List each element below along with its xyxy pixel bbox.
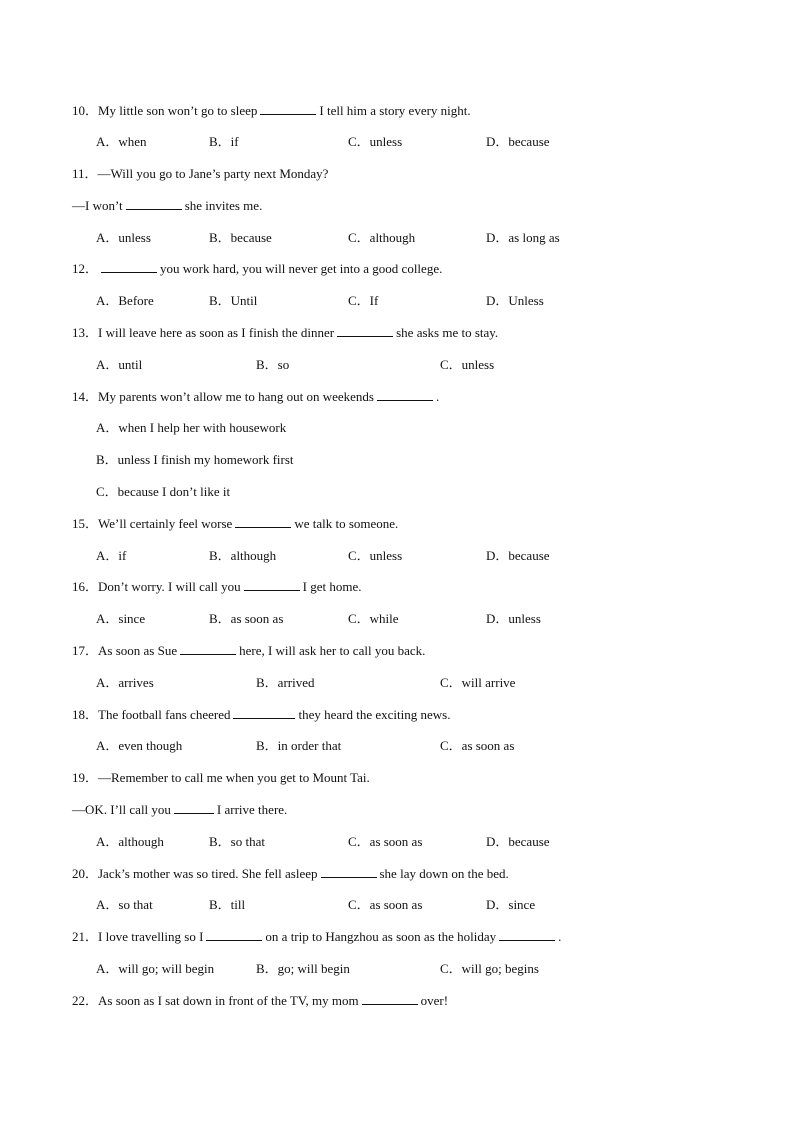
question-text: she invites me. [184, 198, 263, 213]
question-text: 20．Jack’s mother was so tired. She fell asleep [72, 866, 318, 881]
option-a: A．even though [96, 738, 183, 753]
question-text: I get home. [302, 579, 362, 594]
option-c: C．will go; begins [440, 961, 539, 976]
question-12 [72, 261, 442, 277]
question-text: over! [420, 993, 449, 1008]
question-13 [72, 325, 498, 341]
option-d: D．because [486, 548, 550, 563]
option-d: D．unless [486, 611, 541, 626]
question-text: you work hard, you will never get into a good college. [160, 261, 443, 276]
option-b: B．so that [209, 834, 265, 849]
option-d: D．since [486, 897, 536, 912]
answer-blank [233, 707, 295, 719]
option-a: A．when [96, 134, 147, 149]
option-a: A．arrives [96, 675, 154, 690]
option-b: B．arrived [256, 675, 315, 690]
question-text: I tell him a story every night. [319, 103, 471, 118]
option-b: B．so [256, 357, 290, 372]
option-c: C．unless [348, 134, 403, 149]
option-c: C．as soon as [348, 834, 423, 849]
question-text: 21．I love travelling so I [72, 929, 204, 944]
answer-blank [337, 325, 393, 337]
question-15 [72, 516, 398, 532]
option-c: C．unless [348, 548, 403, 563]
question-text: 15．We’ll certainly feel worse [72, 516, 233, 531]
answer-blank [362, 993, 418, 1005]
question-19-reply [72, 802, 287, 818]
question-text: . [435, 389, 440, 404]
question-text: —OK. I’ll call you [72, 802, 171, 817]
option-c: C．although [348, 230, 416, 245]
option-d: D．as long as [486, 230, 560, 245]
answer-blank [126, 198, 182, 210]
option-c: C．while [348, 611, 399, 626]
option-b: B．as soon as [209, 611, 284, 626]
question-11-reply [72, 198, 262, 214]
question-text: she lay down on the bed. [379, 866, 509, 881]
question-text: 18．The football fans cheered [72, 707, 231, 722]
question-19: 19．—Remember to call me when you get to Mount Tai. [72, 770, 370, 785]
option-c: C．If [348, 293, 379, 308]
question-text: she asks me to stay. [396, 325, 499, 340]
option-b: B．go; will begin [256, 961, 350, 976]
option-c: C．unless [440, 357, 495, 372]
option-c: C．because I don’t like it [96, 484, 231, 499]
question-16 [72, 579, 361, 595]
question-17 [72, 643, 425, 659]
option-d: D．because [486, 834, 550, 849]
question-14 [72, 389, 439, 405]
question-text: 10．My little son won’t go to sleep [72, 103, 258, 118]
question-text: we talk to someone. [294, 516, 399, 531]
question-18 [72, 707, 450, 723]
option-c: C．as soon as [440, 738, 515, 753]
answer-blank [174, 802, 214, 814]
answer-blank [101, 261, 157, 273]
question-text: I arrive there. [216, 802, 288, 817]
answer-blank [260, 103, 316, 115]
option-d: D．because [486, 134, 550, 149]
option-b: B．in order that [256, 738, 342, 753]
answer-blank [235, 516, 291, 528]
option-a: A．unless [96, 230, 151, 245]
question-text: 13．I will leave here as soon as I finish the dinner [72, 325, 335, 340]
answer-blank [377, 389, 433, 401]
option-b: B．because [209, 230, 272, 245]
option-a: A．when I help her with housework [96, 420, 287, 435]
option-d: D．Unless [486, 293, 544, 308]
question-11: 11．—Will you go to Jane’s party next Monday? [72, 166, 329, 181]
option-a: A．although [96, 834, 164, 849]
question-text: —I won’t [72, 198, 123, 213]
option-b: B．unless I finish my homework first [96, 452, 294, 467]
option-c: C．will arrive [440, 675, 516, 690]
question-text: 17．As soon as Sue [72, 643, 178, 658]
question-text: 12． [72, 261, 99, 276]
option-a: A．so that [96, 897, 153, 912]
question-10 [72, 103, 471, 119]
question-text: . [558, 929, 562, 944]
option-b: B．although [209, 548, 277, 563]
option-a: A．Before [96, 293, 154, 308]
option-a: A．if [96, 548, 127, 563]
question-21 [72, 929, 561, 945]
question-20 [72, 866, 509, 882]
question-text: here, I will ask her to call you back. [239, 643, 426, 658]
option-a: A．since [96, 611, 146, 626]
question-text: 16．Don’t worry. I will call you [72, 579, 241, 594]
question-text: on a trip to Hangzhou as soon as the holiday [265, 929, 497, 944]
answer-blank [499, 929, 555, 941]
answer-blank [206, 929, 262, 941]
question-text: 22．As soon as I sat down in front of the TV, my mom [72, 993, 359, 1008]
option-a: A．until [96, 357, 143, 372]
answer-blank [321, 866, 377, 878]
answer-blank [244, 579, 300, 591]
answer-blank [180, 643, 236, 655]
option-b: B．till [209, 897, 246, 912]
option-c: C．as soon as [348, 897, 423, 912]
question-22 [72, 993, 448, 1009]
option-b: B．Until [209, 293, 258, 308]
option-a: A．will go; will begin [96, 961, 215, 976]
question-text: 14．My parents won’t allow me to hang out on weekends [72, 389, 374, 404]
option-b: B．if [209, 134, 239, 149]
question-text: they heard the exciting news. [298, 707, 451, 722]
